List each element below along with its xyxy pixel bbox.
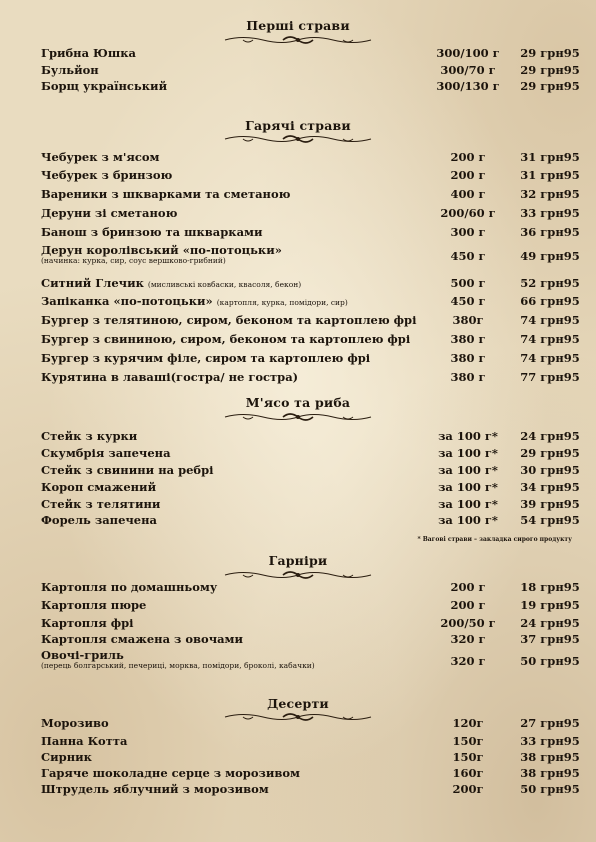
menu-item-row bbox=[0, 598, 596, 614]
dish-name-text: Ситний Глечик bbox=[41, 276, 144, 290]
dish-price: 34 грн95 bbox=[520, 480, 580, 494]
dish-portion: 320 г bbox=[450, 654, 486, 668]
flourish-ornament bbox=[223, 411, 373, 423]
dish-portion: 320 г bbox=[450, 632, 486, 646]
menu-item-row bbox=[0, 187, 596, 203]
dish-name: Форель запечена bbox=[41, 513, 157, 527]
menu-item-row bbox=[0, 648, 596, 670]
dish-price: 66 грн95 bbox=[520, 294, 580, 308]
dish-price: 27 грн95 bbox=[520, 716, 580, 730]
menu-item-row bbox=[0, 225, 596, 241]
dish-price: 24 грн95 bbox=[520, 429, 580, 443]
dish-name: Дерун королівський «по-потоцьки» bbox=[41, 243, 282, 257]
dish-name: Штрудель яблучний з морозивом bbox=[41, 782, 269, 796]
dish-price: 29 грн95 bbox=[520, 446, 580, 460]
section-title-hot-dishes: Гарячі страви bbox=[245, 118, 351, 133]
dish-portion: 400 г bbox=[450, 187, 486, 201]
dish-name: Овочі-гриль bbox=[41, 648, 124, 662]
dish-price: 31 грн95 bbox=[520, 168, 580, 182]
menu-item-row bbox=[0, 370, 596, 386]
dish-price: 19 грн95 bbox=[520, 598, 580, 612]
section-title-first-courses: Перші страви bbox=[246, 18, 350, 33]
dish-name: Бургер з телятиною, сиром, беконом та картоплею фрі bbox=[41, 313, 417, 327]
dish-description: (перець болгарський, печериці, морква, помідори, броколі, кабачки) bbox=[41, 661, 315, 670]
dish-name: Картопля фрі bbox=[41, 616, 134, 630]
dish-portion: 200г bbox=[452, 782, 484, 796]
dish-price: 74 грн95 bbox=[520, 313, 580, 327]
dish-price: 36 грн95 bbox=[520, 225, 580, 239]
menu-item-row bbox=[0, 63, 596, 79]
dish-portion: 160г bbox=[452, 766, 484, 780]
dish-name: Панна Котта bbox=[41, 734, 128, 748]
dish-portion: 200 г bbox=[450, 150, 486, 164]
section-title-meat-fish: М'ясо та риба bbox=[245, 395, 351, 410]
menu-item-row bbox=[0, 206, 596, 222]
dish-name: Скумбрія запечена bbox=[41, 446, 171, 460]
dish-name: Сирник bbox=[41, 750, 92, 764]
dish-price: 38 грн95 bbox=[520, 766, 580, 780]
menu-item-row bbox=[0, 46, 596, 62]
dish-name: Стейк з курки bbox=[41, 429, 138, 443]
dish-name: Деруни зі сметаною bbox=[41, 206, 178, 220]
dish-price: 33 грн95 bbox=[520, 206, 580, 220]
menu-item-row bbox=[0, 79, 596, 95]
dish-price: 74 грн95 bbox=[520, 351, 580, 365]
dish-name: Морозиво bbox=[41, 716, 109, 730]
dish-price: 54 грн95 bbox=[520, 513, 580, 527]
dish-name-text: Запіканка «по-потоцьки» bbox=[41, 294, 213, 308]
dish-price: 50 грн95 bbox=[520, 782, 580, 796]
dish-portion: за 100 г* bbox=[438, 463, 498, 477]
menu-item-row bbox=[0, 351, 596, 367]
dish-name: Курятина в лаваші(гостра/ не гостра) bbox=[41, 370, 299, 384]
dish-name: Картопля пюре bbox=[41, 598, 147, 612]
dish-portion: за 100 г* bbox=[438, 446, 498, 460]
menu-item-row bbox=[0, 294, 596, 310]
menu-item-row bbox=[0, 332, 596, 348]
dish-price: 38 грн95 bbox=[520, 750, 580, 764]
dish-description: (начинка: курка, сир, соус вершково-грибний) bbox=[41, 256, 226, 265]
dish-price: 29 грн95 bbox=[520, 46, 580, 60]
dish-portion: 200 г bbox=[450, 580, 486, 594]
dish-name: Картопля смажена з овочами bbox=[41, 632, 244, 646]
dish-name bbox=[41, 294, 348, 308]
dish-price: 33 грн95 bbox=[520, 734, 580, 748]
dish-portion: за 100 г* bbox=[438, 497, 498, 511]
menu-item-row bbox=[0, 276, 596, 292]
dish-portion: 380 г bbox=[450, 370, 486, 384]
menu-item-row bbox=[0, 480, 596, 496]
dish-name: Борщ український bbox=[41, 79, 168, 93]
dish-name: Бургер з курячим філе, сиром та картоплею фрі bbox=[41, 351, 371, 365]
dish-price: 32 грн95 bbox=[520, 187, 580, 201]
dish-portion: 450 г bbox=[450, 294, 486, 308]
section-title-desserts: Десерти bbox=[267, 696, 329, 711]
dish-price: 50 грн95 bbox=[520, 654, 580, 668]
dish-portion: 380г bbox=[452, 313, 484, 327]
dish-name: Стейк з свинини на ребрі bbox=[41, 463, 214, 477]
dish-name: Вареники з шкварками та сметаною bbox=[41, 187, 291, 201]
dish-name: Бургер з свининою, сиром, беконом та картоплею фрі bbox=[41, 332, 411, 346]
dish-portion: 380 г bbox=[450, 332, 486, 346]
menu-item-row bbox=[0, 313, 596, 329]
dish-portion: 120г bbox=[452, 716, 484, 730]
dish-price: 31 грн95 bbox=[520, 150, 580, 164]
dish-name: Чебурек з бринзою bbox=[41, 168, 173, 182]
dish-name: Картопля по домашньому bbox=[41, 580, 218, 594]
menu-item-row bbox=[0, 616, 596, 632]
menu-item-row bbox=[0, 632, 596, 648]
dish-price: 52 грн95 bbox=[520, 276, 580, 290]
dish-portion: 300 г bbox=[450, 225, 486, 239]
dish-price: 49 грн95 bbox=[520, 249, 580, 263]
flourish-ornament bbox=[223, 34, 373, 46]
dish-name: Короп смажений bbox=[41, 480, 157, 494]
dish-name: Гаряче шоколадне серце з морозивом bbox=[41, 766, 301, 780]
dish-portion: 450 г bbox=[450, 249, 486, 263]
dish-portion: за 100 г* bbox=[438, 429, 498, 443]
menu-item-row bbox=[0, 497, 596, 513]
dish-price: 30 грн95 bbox=[520, 463, 580, 477]
dish-name: Банош з бринзою та шкварками bbox=[41, 225, 263, 239]
menu-item-row bbox=[0, 243, 596, 265]
menu-item-row bbox=[0, 580, 596, 596]
dish-price: 74 грн95 bbox=[520, 332, 580, 346]
dish-portion: 200 г bbox=[450, 168, 486, 182]
menu-item-row bbox=[0, 463, 596, 479]
dish-portion: за 100 г* bbox=[438, 513, 498, 527]
flourish-ornament bbox=[223, 133, 373, 145]
dish-portion: за 100 г* bbox=[438, 480, 498, 494]
menu-item-row bbox=[0, 168, 596, 184]
menu-item-row bbox=[0, 446, 596, 462]
dish-portion: 150г bbox=[452, 734, 484, 748]
dish-price: 77 грн95 bbox=[520, 370, 580, 384]
dish-price: 37 грн95 bbox=[520, 632, 580, 646]
dish-portion: 380 г bbox=[450, 351, 486, 365]
dish-name: Чебурек з м'ясом bbox=[41, 150, 160, 164]
menu-item-row bbox=[0, 513, 596, 529]
dish-portion: 150г bbox=[452, 750, 484, 764]
dish-portion: 200/50 г bbox=[440, 616, 496, 630]
dish-price: 29 грн95 bbox=[520, 63, 580, 77]
dish-portion: 200/60 г bbox=[440, 206, 496, 220]
menu-item-row bbox=[0, 716, 596, 732]
dish-name bbox=[41, 276, 301, 290]
dish-description: (картопля, курка, помідори, сир) bbox=[216, 298, 348, 307]
menu-item-row bbox=[0, 429, 596, 445]
dish-name: Бульйон bbox=[41, 63, 99, 77]
dish-portion: 300/130 г bbox=[436, 79, 500, 93]
dish-price: 18 грн95 bbox=[520, 580, 580, 594]
menu-item-row bbox=[0, 734, 596, 750]
dish-description: (мисливські ковбаски, квасоля, бекон) bbox=[147, 280, 302, 289]
dish-price: 39 грн95 bbox=[520, 497, 580, 511]
dish-name: Грибна Юшка bbox=[41, 46, 136, 60]
dish-price: 24 грн95 bbox=[520, 616, 580, 630]
section-title-sides: Гарніри bbox=[268, 553, 328, 568]
menu-item-row bbox=[0, 766, 596, 782]
dish-portion: 300/70 г bbox=[440, 63, 496, 77]
menu-item-row bbox=[0, 150, 596, 166]
dish-portion: 200 г bbox=[450, 598, 486, 612]
dish-portion: 500 г bbox=[450, 276, 486, 290]
dish-portion: 300/100 г bbox=[436, 46, 500, 60]
dish-name: Стейк з телятини bbox=[41, 497, 161, 511]
menu-item-row bbox=[0, 782, 596, 798]
dish-price: 29 грн95 bbox=[520, 79, 580, 93]
menu-item-row bbox=[0, 750, 596, 766]
weight-footnote: * Вагові страви – закладка сирого продукту bbox=[417, 536, 572, 543]
